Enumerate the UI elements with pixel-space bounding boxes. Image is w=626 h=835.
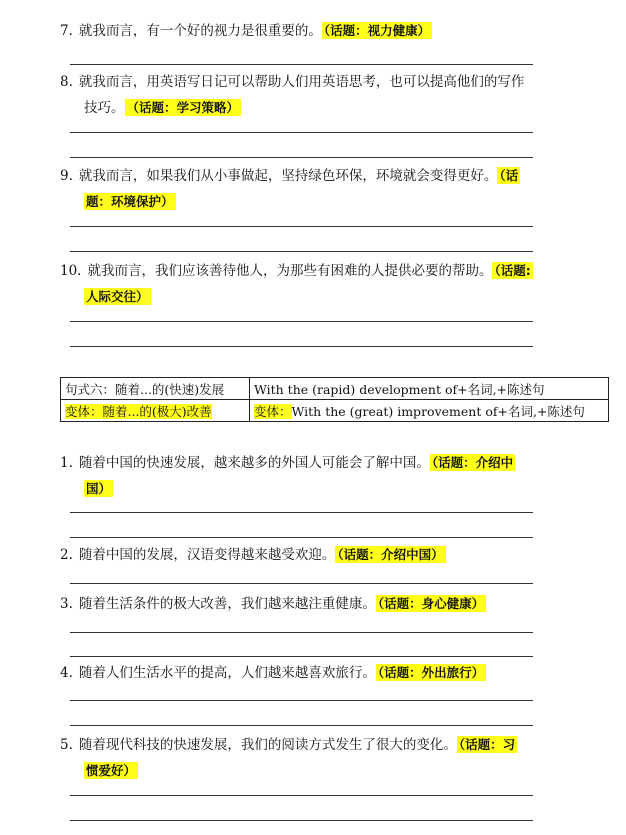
question-8 (60, 70, 550, 121)
question-text: 随着中国的发展，汉语变得越来越受欢迎。 (78, 547, 336, 563)
answer-line (70, 226, 533, 227)
question-b3 (60, 591, 550, 617)
pattern-row (61, 378, 609, 400)
question-text: 随着生活条件的极大改善，我们越来越注重健康。 (78, 596, 376, 612)
question-text: 随着中国的快速发展，越来越多的外国人可能会了解中国。 (78, 455, 430, 471)
topic-tag: （话题：身心健康） (377, 596, 485, 611)
question-number: 10. (60, 263, 82, 279)
question-number: 4. (60, 665, 73, 681)
question-10 (60, 258, 550, 310)
question-b5 (60, 732, 550, 784)
answer-line (70, 795, 533, 796)
pattern-cn: 句式六：随着...的(快速)发展 (61, 378, 250, 400)
question-number: 8. (60, 74, 73, 90)
topic-tag-cont: 国） (86, 481, 112, 496)
answer-line (70, 64, 533, 65)
variant-cn: 变体：随着...的(极大)改善 (65, 403, 212, 419)
variant-en: With the (great) improvement of+名词,+陈述句 (291, 403, 585, 419)
question-7 (60, 18, 550, 44)
answer-line (70, 700, 533, 701)
question-number: 1. (60, 455, 73, 471)
answer-line (70, 512, 533, 513)
question-text: 就我而言，如果我们从小事做起，坚持绿色环保，环境就会变得更好。 (78, 168, 498, 184)
answer-line (70, 656, 533, 657)
topic-tag-cont: 题：环境保护） (86, 194, 174, 209)
question-text: 就我而言，我们应该善待他人，为那些有困难的人提供必要的帮助。 (87, 263, 493, 279)
question-text: 就我而言，有一个好的视力是很重要的。 (78, 23, 322, 39)
topic-tag: （话题: (494, 263, 531, 278)
topic-tag: （话 (499, 168, 519, 183)
answer-line (70, 632, 533, 633)
question-number: 9. (60, 168, 73, 184)
answer-line (70, 583, 533, 584)
answer-line (70, 537, 533, 538)
topic-tag: （话题：外出旅行） (377, 665, 485, 680)
question-number: 7. (60, 23, 73, 39)
question-b4 (60, 660, 550, 686)
topic-tag: （话题：视力健康） (323, 23, 431, 38)
answer-line (70, 157, 533, 158)
topic-tag: （话题：介绍中国） (337, 547, 444, 562)
sentence-pattern-table (60, 377, 609, 422)
pattern-en: With the (rapid) development of+名词,+陈述句 (250, 378, 609, 400)
variant-row (61, 400, 609, 422)
question-text: 就我而言，用英语写日记可以帮助人们用英语思考，也可以提高他们的写作 (78, 74, 525, 90)
question-b1 (60, 450, 550, 502)
question-text: 随着现代科技的快速发展，我们的阅读方式发生了很大的变化。 (78, 737, 457, 753)
question-text-cont: 技巧。 (84, 100, 125, 116)
topic-tag-cont: 惯爱好） (86, 763, 137, 778)
topic-tag: （话题：介绍中 (431, 455, 514, 470)
answer-line (70, 346, 533, 347)
question-b2 (60, 542, 550, 568)
question-text: 随着人们生活水平的提高，人们越来越喜欢旅行。 (78, 665, 376, 681)
question-number: 3. (60, 596, 73, 612)
topic-tag: （话题：学习策略） (126, 100, 240, 115)
question-number: 5. (60, 737, 73, 753)
variant-label: 变体： (254, 403, 292, 419)
answer-line (70, 132, 533, 133)
answer-line (70, 321, 533, 322)
answer-line (70, 251, 533, 252)
topic-tag: （话题：习 (458, 737, 516, 752)
answer-line (70, 820, 533, 821)
topic-tag-cont: 人际交往） (86, 289, 149, 304)
answer-line (70, 725, 533, 726)
question-number: 2. (60, 547, 73, 563)
question-9 (60, 163, 550, 215)
